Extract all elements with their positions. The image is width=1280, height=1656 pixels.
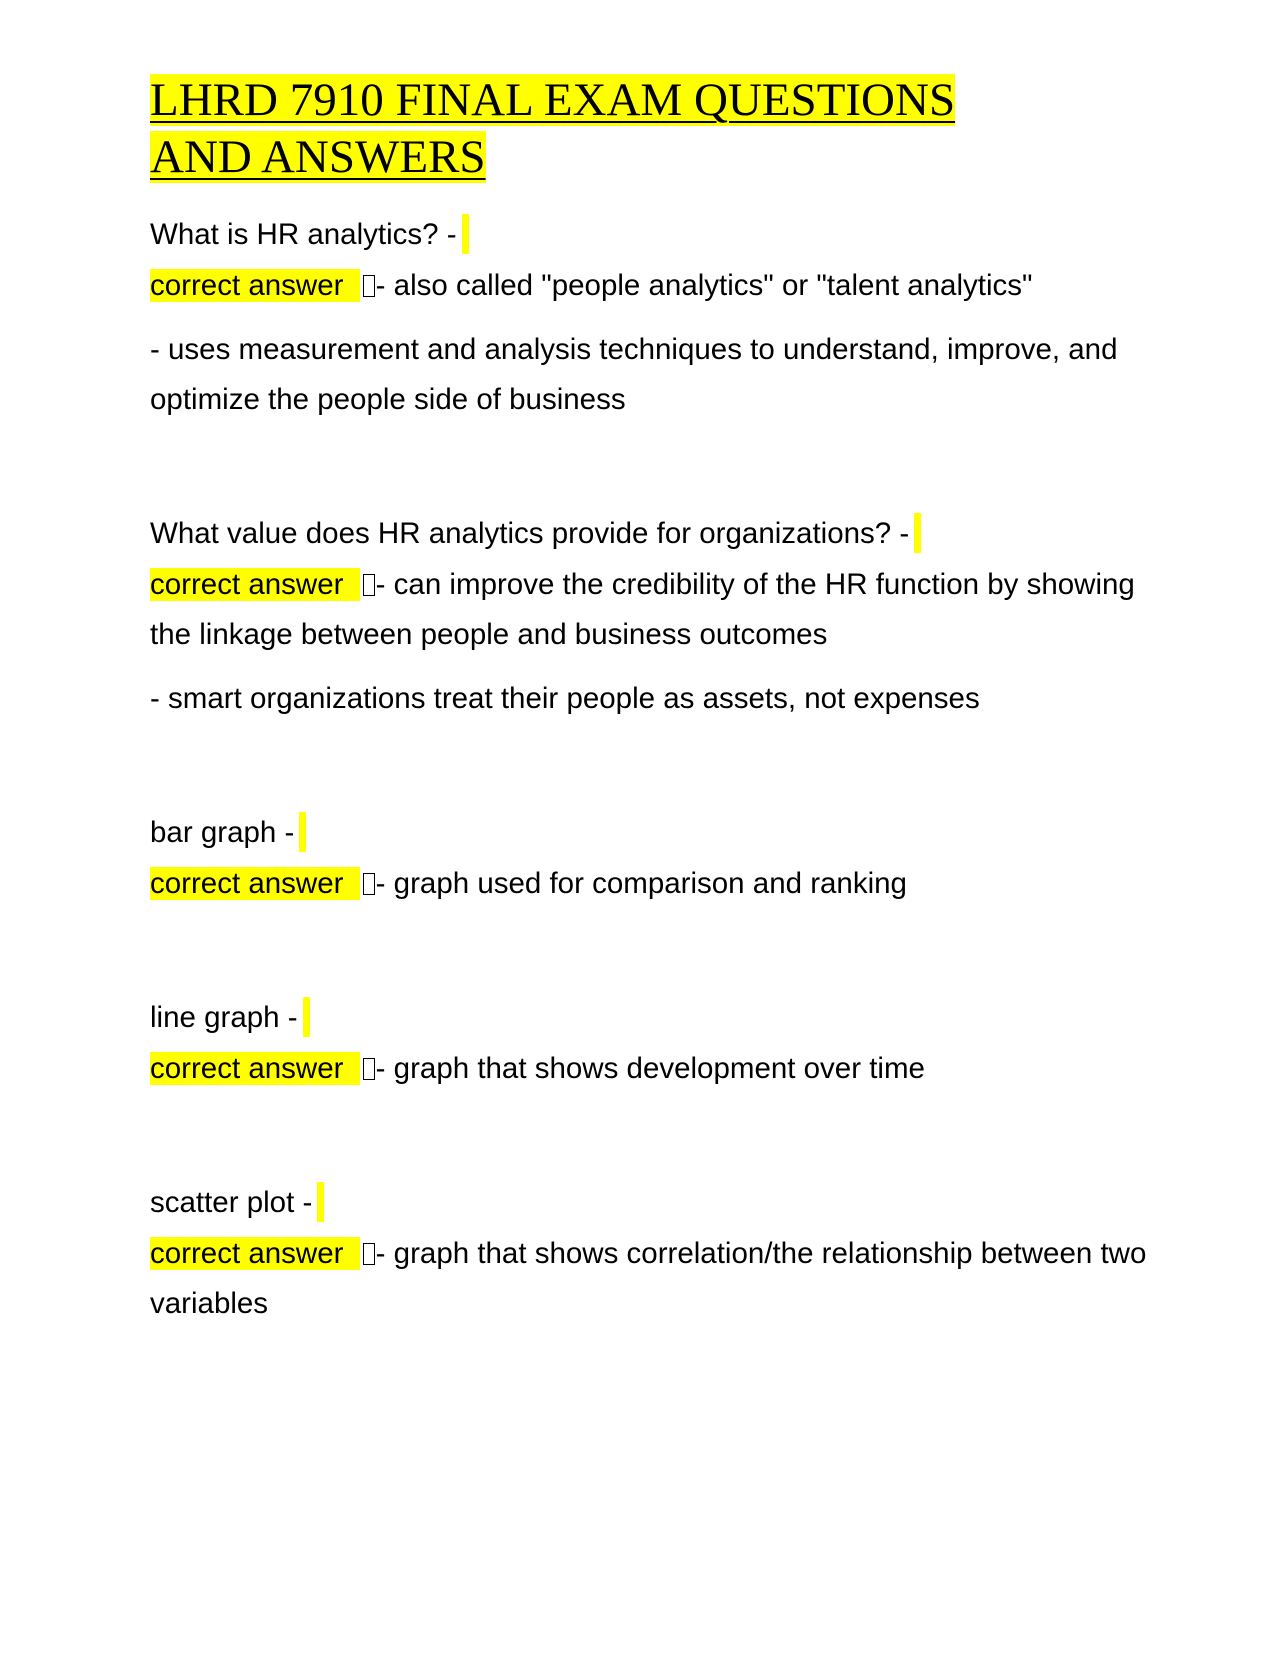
highlight-mark xyxy=(914,513,921,553)
answer-text: - graph that shows development over time xyxy=(375,1052,925,1085)
question xyxy=(150,993,1160,1044)
question-text: scatter plot - xyxy=(150,1186,313,1219)
question xyxy=(150,210,1160,261)
question-text: bar graph - xyxy=(150,816,295,849)
missing-glyph-icon xyxy=(363,1058,375,1080)
answer-extra: - smart organizations treat their people as assets, not expenses xyxy=(150,682,980,715)
qa-item xyxy=(150,993,1160,1094)
qa-item xyxy=(150,210,1160,425)
spacer xyxy=(150,909,1160,993)
document-content xyxy=(150,72,1160,1329)
answer-extra: - uses measurement and analysis techniques to understand, improve, and optimize the people side of business xyxy=(150,333,1118,416)
question xyxy=(150,1178,1160,1229)
question-text: What value does HR analytics provide for organizations? - xyxy=(150,517,910,550)
missing-glyph-icon xyxy=(363,574,375,596)
highlight-mark xyxy=(317,1182,324,1222)
answer xyxy=(150,560,1160,660)
answer-text: - also called "people analytics" or "talent analytics" xyxy=(375,269,1033,302)
missing-glyph-icon xyxy=(363,275,375,297)
missing-glyph-icon xyxy=(363,1243,375,1265)
highlight-mark xyxy=(303,997,310,1037)
answer-label: correct answer xyxy=(150,867,360,900)
answer xyxy=(150,261,1160,311)
answer xyxy=(150,1229,1160,1329)
spacer xyxy=(150,1094,1160,1178)
missing-glyph-icon xyxy=(363,873,375,895)
answer-label: correct answer xyxy=(150,1052,360,1085)
question xyxy=(150,509,1160,560)
title-line-2: AND ANSWERS xyxy=(150,131,486,183)
answer-text: - can improve the credibility of the HR function by showing the linkage between people and business outcomes xyxy=(150,568,1135,651)
question-text: line graph - xyxy=(150,1001,298,1034)
spacer xyxy=(150,724,1160,808)
answer xyxy=(150,859,1160,909)
qa-item xyxy=(150,808,1160,909)
document-title xyxy=(150,72,1160,186)
answer-label: correct answer xyxy=(150,1237,360,1270)
answer-text: - graph used for comparison and ranking xyxy=(375,867,907,900)
title-line-1: LHRD 7910 FINAL EXAM QUESTIONS xyxy=(150,74,956,126)
spacer xyxy=(150,425,1160,509)
answer-label: correct answer xyxy=(150,568,360,601)
highlight-mark xyxy=(299,812,306,852)
answer-label: correct answer xyxy=(150,269,360,302)
question xyxy=(150,808,1160,859)
qa-item xyxy=(150,509,1160,724)
qa-item xyxy=(150,1178,1160,1329)
highlight-mark xyxy=(462,214,469,254)
answer xyxy=(150,1044,1160,1094)
answer-text: - graph that shows correlation/the relationship between two variables xyxy=(150,1237,1147,1320)
question-text: What is HR analytics? - xyxy=(150,218,457,251)
qa-list xyxy=(150,210,1160,1329)
